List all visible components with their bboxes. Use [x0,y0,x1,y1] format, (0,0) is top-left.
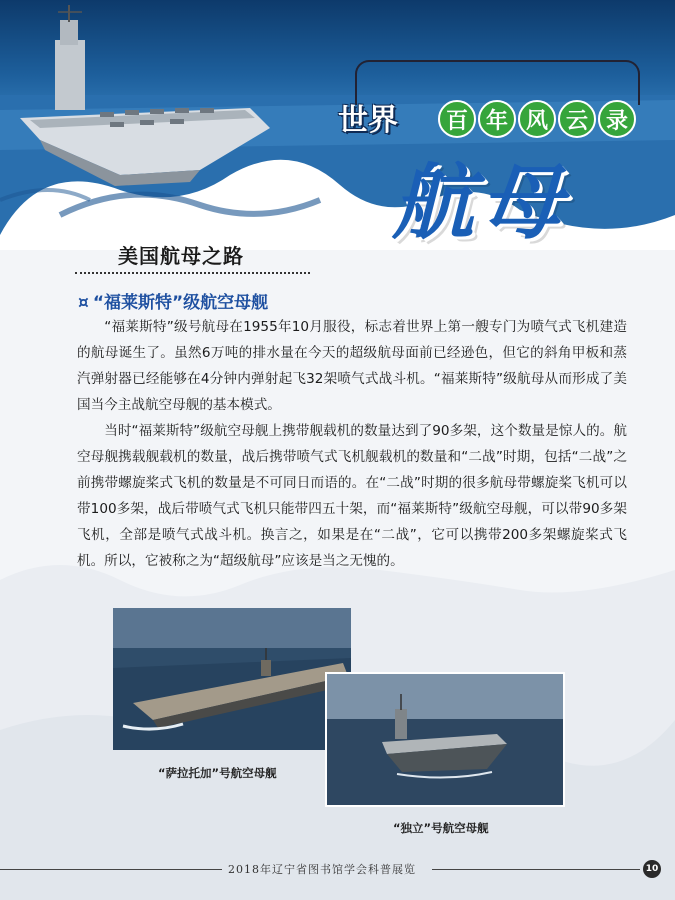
series-chip: 百 [438,100,476,138]
section-title: 美国航母之路 [118,244,244,268]
footer-line-right [432,869,640,870]
series-chip: 风 [518,100,556,138]
article-body [77,314,627,574]
series-chip: 云 [558,100,596,138]
subtitle-mark-icon: ¤ [78,293,89,313]
caption-saratoga: “萨拉托加”号航空母舰 [158,766,277,780]
header-big-title: 航母 [392,155,568,251]
independence-photo [325,672,565,807]
paragraph: “福莱斯特”级号航母在1955年10月服役，标志着世界上第一艘专门为喷气式飞机建造的航母诞生了。虽然6万吨的排水量在今天的超级航母面前已经逊色，但它的斜角甲板和蒸汽弹射器已经能够在4分钟内弹射起飞32架喷气式战斗机。“福莱斯特”级航母从而形成了美国当今主战航空母舰的基本模式。 [77,319,627,413]
subsection-title [78,288,268,313]
header-series-chips [438,100,636,138]
footer-line-left [0,869,222,870]
caption-independence: “独立”号航空母舰 [393,821,489,835]
series-chip: 年 [478,100,516,138]
dotted-divider [75,272,310,274]
subtitle-text: “福莱斯特”级航空母舰 [92,293,269,313]
saratoga-photo [113,608,351,750]
series-chip: 录 [598,100,636,138]
page-number: 10 [643,860,661,878]
footer-text: 2018年辽宁省图书馆学会科普展览 [228,863,416,876]
header-world-text: 世界 [338,103,398,138]
paragraph: 当时“福莱斯特”级航空母舰上携带舰载机的数量达到了90多架，这个数量是惊人的。航空母舰携载舰载机的数量，战后携带喷气式飞机舰载机的数量和“二战”时期，包括“二战”之前携带螺旋桨式飞机的数量是不可同日而语的。在“二战”时期的很多航母带螺旋桨飞机可以带100多架，战后带喷气式飞机只能带四五十架，而“福莱斯特”级航空母舰，可以带90多架飞机，全部是喷气式战斗机。换言之，如果是在“二战”，它可以携带200多架螺旋桨式飞机。所以，它被称之为“超级航母”应该是当之无愧的。 [77,423,627,569]
